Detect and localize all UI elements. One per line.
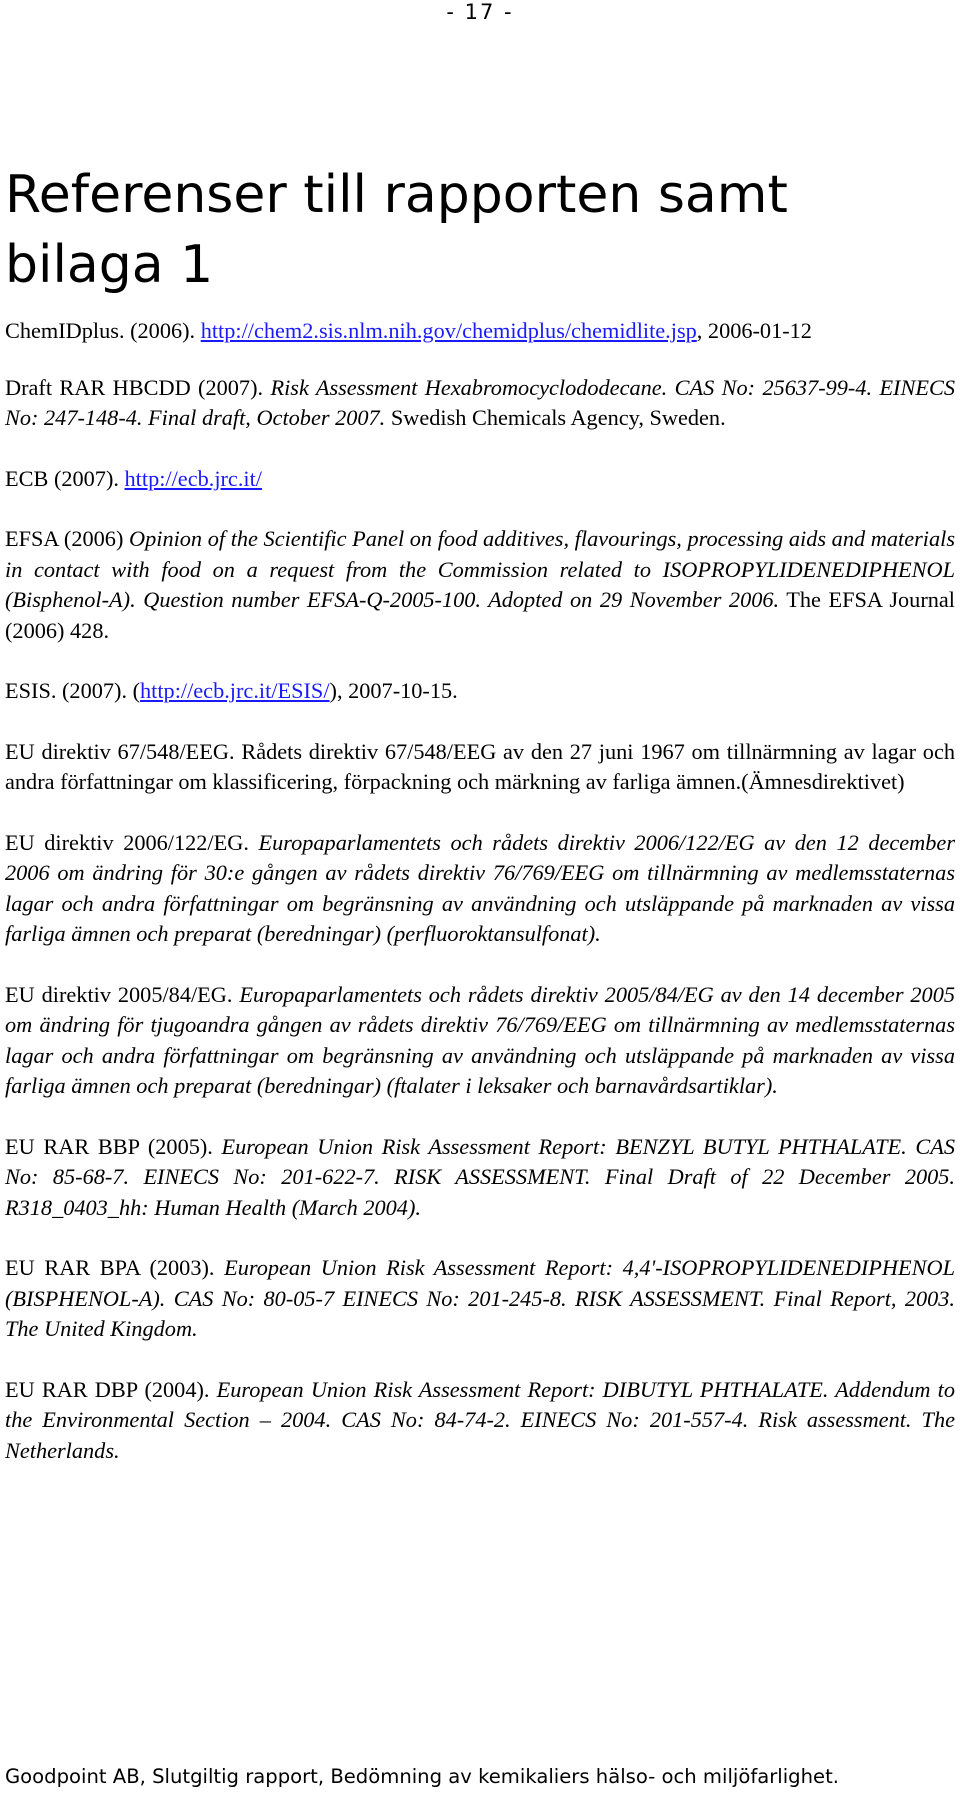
reference-chemidplus (5, 316, 955, 347)
reference-eu-67-548: EU direktiv 67/548/EEG. Rådets direktiv 67/548/EEG av den 27 juni 1967 om tillnärmning av lagar och andra författningar om klassificering, förpackning och märkning av farliga ämnen.(Ämnesdirektivet) (5, 738, 955, 794)
reference-eu-2006-122 (5, 828, 955, 950)
reference-title: Risk Assessment Hexabromocyclododecane. CAS No: 25637-99-4. EINECS No: 247-148-4. Final draft, October 2007. (5, 374, 955, 430)
reference-title: Europaparlamentets och rådets direktiv 2006/122/EG av den 12 december 2006 om ändring för 30:e gången av rådets direktiv 76/769/EEG om tillnärmning av medlemsstaternas lagar och andra författningar om begränsning av användning och utsläppande på marknaden av vissa farliga ämnen och preparat (beredningar) (perfluoroktansulfonat). (5, 829, 955, 946)
reference-lead: EU RAR DBP (2004). (5, 1376, 217, 1402)
page-number: - 17 - (446, 0, 514, 24)
reference-eu-rar-bbp (5, 1132, 955, 1224)
ecb-link[interactable]: http://ecb.jrc.it/ (124, 465, 262, 491)
reference-lead: EFSA (2006) (5, 526, 129, 551)
reference-lead: Draft RAR HBCDD (2007). (5, 374, 271, 400)
reference-lead: ECB (2007). (5, 465, 125, 491)
reference-lead: ChemIDplus. (2006). (5, 318, 201, 343)
page-title: Referenser till rapporten samt bilaga 1 (5, 165, 788, 295)
reference-lead: EU direktiv 2005/84/EG. (5, 981, 240, 1007)
reference-title: European Union Risk Assessment Report: BENZYL BUTYL PHTHALATE. CAS No: 85-68-7. EINECS No: 201-622-7. RISK ASSESSMENT. Final Draft of 22 December 2005. R318_0403_hh: Human Health (March 2004). (5, 1133, 955, 1220)
reference-tail: ), 2007-10-15. (329, 678, 458, 703)
reference-list (5, 316, 955, 1496)
reference-lead: EU RAR BBP (2005). (5, 1133, 222, 1159)
reference-esis (5, 676, 955, 707)
chemidplus-link[interactable]: http://chem2.sis.nlm.nih.gov/chemidplus/chemidlite.jsp (200, 318, 697, 343)
esis-link[interactable]: http://ecb.jrc.it/ESIS/ (140, 678, 330, 703)
reference-title: European Union Risk Assessment Report: DIBUTYL PHTHALATE. Addendum to the Environmental Section – 2004. CAS No: 84-74-2. EINECS No: 201-557-4. Risk assessment. The Netherlands. (5, 1376, 955, 1463)
reference-lead: ESIS. (2007). ( (5, 678, 141, 703)
reference-eu-2005-84 (5, 980, 955, 1102)
reference-tail: Swedish Chemicals Agency, Sweden. (385, 405, 726, 430)
page-footer: Goodpoint AB, Slutgiltig rapport, Bedömning av kemikaliers hälso- och miljöfarlighet. (5, 1765, 839, 1788)
reference-draft-rar-hbcdd (5, 373, 955, 434)
reference-title: Opinion of the Scientific Panel on food additives, flavourings, processing aids and materials in contact with food on a request from the Commission related to ISOPROPYLIDENEDIPHENOL (Bisphenol-A). Question number EFSA-Q-2005-100. Adopted on 29 November 2006. (5, 526, 955, 612)
reference-lead: EU RAR BPA (2003). (5, 1255, 225, 1280)
reference-tail: , 2006-01-12 (696, 318, 812, 343)
reference-eu-rar-bpa (5, 1253, 955, 1345)
reference-eu-rar-dbp (5, 1375, 955, 1467)
reference-lead: EU direktiv 2006/122/EG. (5, 829, 259, 855)
reference-efsa (5, 524, 955, 646)
reference-tail: The EFSA Journal (2006) 428. (5, 587, 955, 643)
reference-title: Europaparlamentets och rådets direktiv 2005/84/EG av den 14 december 2005 om ändring för tjugoandra gången av rådets direktiv 76/769/EEG om tillnärmning av medlemsstaternas lagar och andra författningar om begränsning av användning och utsläppande på marknaden av vissa farliga ämnen och preparat (beredningar) (ftalater i leksaker och barnavårdsartiklar). (5, 981, 955, 1098)
reference-title: European Union Risk Assessment Report: 4,4'-ISOPROPYLIDENEDIPHENOL (BISPHENOL-A). CAS No: 80-05-7 EINECS No: 201-245-8. RISK ASSESSMENT. Final Report, 2003. The United Kingdom. (5, 1255, 955, 1341)
reference-ecb (5, 464, 955, 495)
